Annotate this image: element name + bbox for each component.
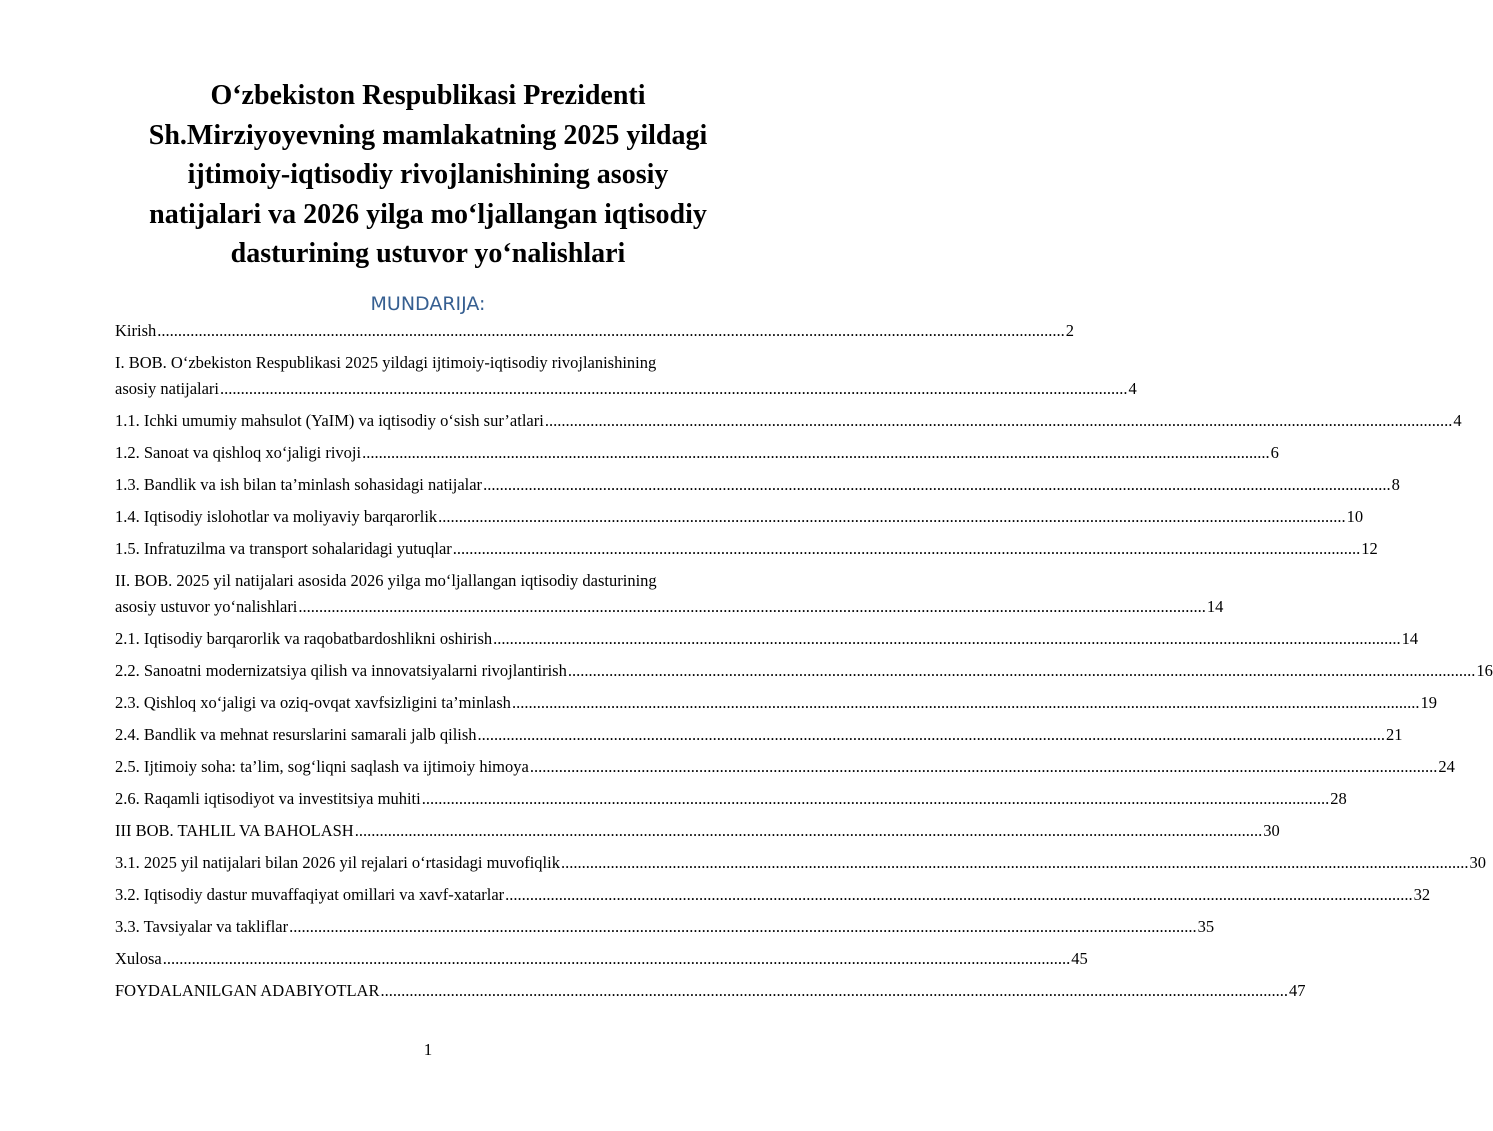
toc-entry-label: III BOB. TAHLIL VA BAHOLASH: [115, 821, 354, 840]
toc-entry[interactable]: [115, 408, 1462, 434]
toc-entry-page-number: 8: [1391, 475, 1400, 494]
dot-leader: ............................................................................................................................................................................................................................: [560, 853, 1469, 872]
toc-entry-page-number: 32: [1413, 885, 1431, 904]
toc-entry-label: 1.1. Ichki umumiy mahsulot (YaIM) va iqtisodiy o‘sish sur’atlari: [115, 411, 544, 430]
toc-entry-label: 3.2. Iqtisodiy dastur muvaffaqiyat omillari va xavf-xatarlar: [115, 885, 505, 904]
toc-entry-label: 2.3. Qishloq xo‘jaligi va oziq-ovqat xavfsizligini ta’minlash: [115, 693, 511, 712]
toc-entry[interactable]: [115, 914, 1215, 940]
toc-heading: MUNDARIJA:: [370, 293, 486, 315]
toc-entry-page-number: 24: [1438, 757, 1455, 776]
dot-leader: ............................................................................................................................................................................................................................: [452, 539, 1361, 558]
toc-entry-page-number: 12: [1361, 539, 1378, 558]
toc-entry[interactable]: [115, 318, 1074, 344]
toc-entry-label: 1.4. Iqtisodiy islohotlar va moliyaviy barqarorlik: [115, 507, 438, 526]
dot-leader: ............................................................................................................................................................................................................................: [529, 757, 1438, 776]
toc-entry[interactable]: [115, 626, 1419, 652]
title-line: O‘zbekiston Respublikasi Prezidenti: [210, 80, 646, 111]
dot-leader: ............................................................................................................................................................................................................................: [493, 629, 1401, 648]
toc-entry-label: FOYDALANILGAN ADABIYOTLAR: [115, 981, 380, 1000]
toc-entry-title-line: I. BOB. O‘zbekiston Respublikasi 2025 yildagi ijtimoiy-iqtisodiy rivojlanishining: [115, 353, 657, 372]
dot-leader: ............................................................................................................................................................................................................................: [354, 821, 1263, 840]
toc-entry-label: 3.1. 2025 yil natijalari bilan 2026 yil rejalari o‘rtasidagi muvofiqlik: [115, 853, 560, 872]
table-of-contents: [115, 318, 1493, 1004]
page-number: 1: [423, 1040, 433, 1059]
toc-entry-label: 1.5. Infratuzilma va transport sohalaridagi yutuqlar: [115, 539, 452, 558]
toc-entry[interactable]: [115, 850, 1486, 876]
toc-entry-page-number: 30: [1469, 853, 1486, 872]
toc-entry-title-line: II. BOB. 2025 yil natijalari asosida 2026 yilga mo‘ljallangan iqtisodiy dasturining: [115, 571, 657, 590]
dot-leader: ............................................................................................................................................................................................................................: [380, 981, 1288, 1000]
dot-leader: ............................................................................................................................................................................................................................: [505, 885, 1413, 904]
dot-leader: ............................................................................................................................................................................................................................: [157, 321, 1065, 340]
toc-entry-label: 2.1. Iqtisodiy barqarorlik va raqobatbardoshlikni oshirish: [115, 629, 493, 648]
toc-entry-page-number: 35: [1197, 917, 1215, 936]
dot-leader: ............................................................................................................................................................................................................................: [298, 597, 1206, 616]
toc-entry[interactable]: [115, 504, 1364, 530]
toc-entry-page-number: 21: [1386, 725, 1403, 744]
toc-entry-page-number: 45: [1071, 949, 1088, 968]
toc-entry[interactable]: [115, 658, 1493, 684]
toc-entry[interactable]: [115, 946, 1088, 972]
toc-entry-page-number: 2: [1065, 321, 1074, 340]
document-title: [100, 76, 756, 274]
toc-entry-label: 1.3. Bandlik va ish bilan ta’minlash sohasidagi natijalar: [115, 475, 483, 494]
toc-entry-label: 3.3. Tavsiyalar va takliflar: [115, 917, 289, 936]
dot-leader: ............................................................................................................................................................................................................................: [362, 443, 1270, 462]
toc-entry[interactable]: [115, 350, 1137, 402]
toc-entry-label: 2.6. Raqamli iqtisodiyot va investitsiya muhiti: [115, 789, 421, 808]
toc-entry-page-number: 47: [1288, 981, 1306, 1000]
toc-entry-page-number: 16: [1476, 661, 1493, 680]
dot-leader: ............................................................................................................................................................................................................................: [567, 661, 1476, 680]
toc-entry-page-number: 4: [1453, 411, 1462, 430]
toc-entry[interactable]: [115, 440, 1279, 466]
dot-leader: ............................................................................................................................................................................................................................: [438, 507, 1346, 526]
dot-leader: ............................................................................................................................................................................................................................: [421, 789, 1330, 808]
toc-entry[interactable]: [115, 472, 1400, 498]
dot-leader: ............................................................................................................................................................................................................................: [220, 379, 1128, 398]
toc-entry-label: 2.5. Ijtimoiy soha: ta’lim, sog‘liqni saqlash va ijtimoiy himoya: [115, 757, 529, 776]
title-line: ijtimoiy-iqtisodiy rivojlanishining asosiy: [187, 159, 669, 190]
title-line: dasturining ustuvor yo‘nalishlari: [230, 238, 626, 269]
toc-entry-page-number: 14: [1206, 597, 1224, 616]
toc-entry-page-number: 14: [1401, 629, 1419, 648]
toc-entry[interactable]: [115, 722, 1403, 748]
toc-entry[interactable]: [115, 690, 1437, 716]
toc-entry[interactable]: [115, 978, 1306, 1004]
dot-leader: ............................................................................................................................................................................................................................: [289, 917, 1197, 936]
title-line: Sh.Mirziyoyevning mamlakatning 2025 yildagi: [148, 119, 708, 151]
toc-entry-page-number: 30: [1263, 821, 1280, 840]
toc-entry-label: Kirish: [115, 321, 157, 340]
toc-entry-page-number: 19: [1420, 693, 1437, 712]
toc-entry[interactable]: [115, 786, 1347, 812]
dot-leader: ............................................................................................................................................................................................................................: [162, 949, 1071, 968]
toc-entry[interactable]: [115, 536, 1378, 562]
dot-leader: ............................................................................................................................................................................................................................: [477, 725, 1386, 744]
dot-leader: ............................................................................................................................................................................................................................: [544, 411, 1453, 430]
dot-leader: ............................................................................................................................................................................................................................: [511, 693, 1420, 712]
toc-entry-page-number: 28: [1330, 789, 1347, 808]
toc-entry[interactable]: [115, 568, 1224, 620]
toc-entry-page-number: 6: [1270, 443, 1279, 462]
toc-entry-label: 2.2. Sanoatni modernizatsiya qilish va innovatsiyalarni rivojlantirish: [115, 661, 567, 680]
toc-entry-label: asosiy ustuvor yo‘nalishlari: [115, 597, 298, 616]
toc-entry-label: 1.2. Sanoat va qishloq xo‘jaligi rivoji: [115, 443, 362, 462]
toc-entry-label: 2.4. Bandlik va mehnat resurslarini samarali jalb qilish: [115, 725, 477, 744]
toc-entry-page-number: 10: [1346, 507, 1364, 526]
dot-leader: ............................................................................................................................................................................................................................: [483, 475, 1391, 494]
toc-entry[interactable]: [115, 882, 1431, 908]
toc-entry-page-number: 4: [1128, 379, 1137, 398]
toc-entry[interactable]: [115, 818, 1280, 844]
toc-entry-label: Xulosa: [115, 949, 162, 968]
toc-entry[interactable]: [115, 754, 1455, 780]
title-line: natijalari va 2026 yilga mo‘ljallangan iqtisodiy: [149, 198, 707, 230]
toc-entry-label: asosiy natijalari: [115, 379, 220, 398]
